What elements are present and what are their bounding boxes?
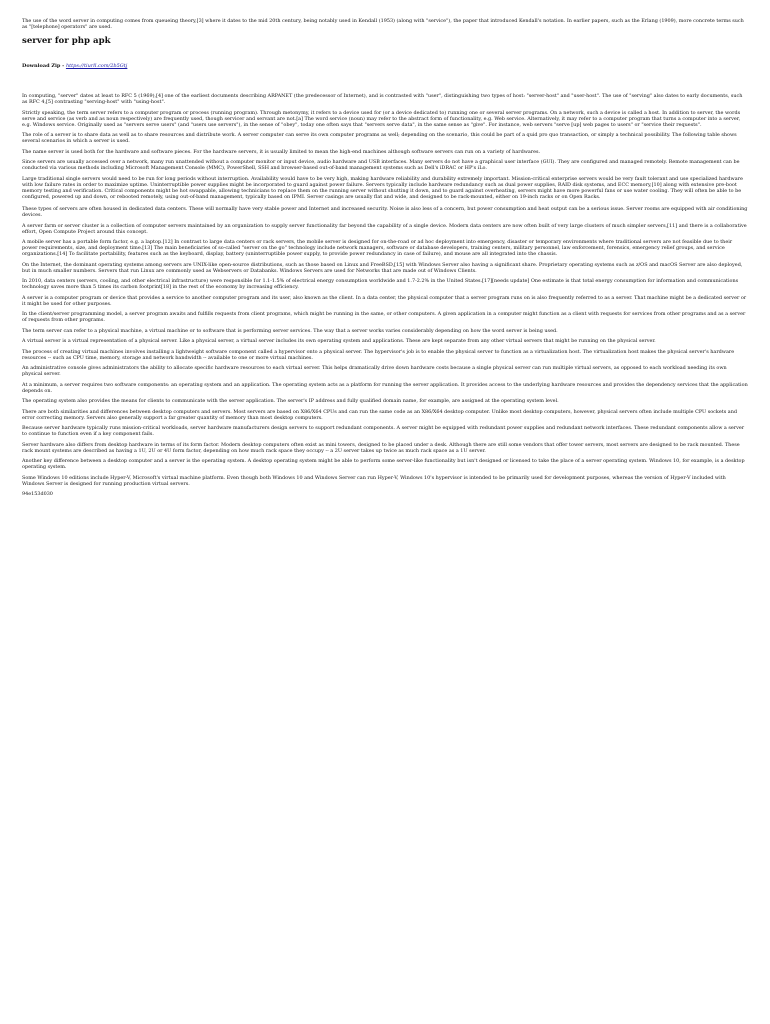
paragraph: At a minimum, a server requires two software components: an operating system and an application. The operating system acts as a platform for running the server application. It provides access to the underlying hardware resources and provides the dependency services that the application depends on.: [22, 381, 748, 394]
download-line: [22, 63, 748, 70]
paragraph: Strictly speaking, the term server refers to a computer program or process (running program). Through metonymy, it refers to a device used for (or a device dedicated to) running one or several server programs. On a network, such a device is called a host. In addition to server, the words serve and service (as verb and as noun respectively) are frequently used, though servicer and servant are not.[a] The word service (noun) may refer to the abstract form of functionality, e.g. Web service. Alternatively, it may refer to a computer program that turns a computer into a server, e.g. Windows service. Originally used as "servers serve users" (and "users use servers"), in the sense of "obey", today one often says that "servers serve data", in the same sense as "give". For instance, web servers "serve [up] web pages to users" or "service their requests".: [22, 109, 741, 128]
article-body: [22, 93, 748, 487]
paragraph: In 2010, data centers (servers, cooling, and other electrical infrastructure) were responsible for 1.1-1.5% of electrical energy consumption worldwide and 1.7-2.2% in the United States.[17][needs update] One estimate is that total energy consumption for information and communications technology saves more than 5 times its carbon footprint[18] in the rest of the economy by increasing efficiency.: [22, 278, 739, 290]
paragraph: The term server can refer to a physical machine, a virtual machine or to software that is performing server services. The way that a server works varies considerably depending on how the word server is being used.: [22, 327, 558, 334]
download-link[interactable]: https://tiurll.com/2b5Gtj: [65, 63, 128, 69]
paragraph: A server is a computer program or device that provides a service to another computer program and its user, also known as the client. In a data center, the physical computer that a server program runs on is also frequently referred to as a server. That machine might be a dedicated server or it might be used for other purposes.: [22, 294, 747, 307]
paragraph: The operating system also provides the means for clients to communicate with the server application. The server's IP address and fully qualified domain name, for example, are assigned at the operating system level.: [22, 398, 559, 404]
paragraph: On the Internet, the dominant operating systems among servers are UNIX-like open-source distributions, such as those based on Linux and FreeBSD,[15] with Windows Server also having a significant share. Proprietary operating systems such as z/OS and macOS Server are also deployed, but in much smaller numbers. Servers that run Linux are commonly used as Webservers or Databanks. Windows Servers are used for Networks that are made out of Windows Clients.: [22, 261, 743, 274]
page-title: server for php apk: [22, 36, 111, 46]
paragraph: There are both similarities and differences between desktop computers and servers. Most servers are based on X86/X64 CPUs and can run the same code as an X86/X64 desktop computer. Unlike most desktop computers, however, physical servers often include multiple CPU sockets and error correcting memory. Servers also generally support a far greater quantity of memory than most desktop computers.: [22, 408, 738, 421]
paragraph: Some Windows 10 editions include Hyper-V, Microsoft's virtual machine platform. Even though both Windows 10 and Windows Server can run Hyper-V, Windows 10's hypervisor is intended to be primarily used for development purposes, whereas the version of Hyper-V included with Windows Server is designed for running production virtual servers.: [22, 474, 726, 487]
footer-code: 94e153d030: [22, 491, 53, 497]
paragraph: An administrative console gives administrators the ability to allocate specific hardware resources to each virtual server. This helps dramatically drive down hardware costs because a single physical server can run multiple virtual servers, as opposed to each workload needing its own physical server.: [22, 365, 727, 377]
paragraph: A virtual server is a virtual representation of a physical server. Like a physical server, a virtual server includes its own operating system and applications. These are kept separate from any other virtual servers that might be running on the physical server.: [22, 338, 656, 344]
paragraph: In the client/server programming model, a server program awaits and fulfills requests from client programs, which might be running in the same, or other computers. A given application in a computer might function as a client with requests for services from other programs and as a server of requests from other programs.: [22, 311, 746, 323]
paragraph: The role of a server is to share data as well as to share resources and distribute work. A server computer can serve its own computer programs as well; depending on the scenario, this could be part of a quid pro quo transaction, or simply a technical possibility. The following table shows several scenarios in which a server is used.: [22, 132, 737, 144]
paragraph: Server hardware also differs from desktop hardware in terms of its form factor. Modern desktop computers often exist as mini towers, designed to be placed under a desk. Although there are still some vendors that offer tower servers, most servers are designed to be rack mounted. These rack mount systems are described as having a 1U, 2U or 4U form factor, depending on how much rack space they occupy -- a 2U server takes up twice as much rack space as a 1U server.: [22, 441, 740, 454]
paragraph: A server farm or server cluster is a collection of computer servers maintained by an organization to supply server functionality far beyond the capability of a single device. Modern data centers are now often built of very large clusters of much simpler servers,[11] and there is a collaborative effort, Open Compute Project around this concept.: [22, 222, 747, 235]
intro-paragraph: The use of the word server in computing comes from queueing theory,[3] where it dates to the mid 20th century, being notably used in Kendall (1953) (along with "service"), the paper that introduced Kendall's notation. In earlier papers, such as the Erlang (1909), more concrete terms such as "[telephone] operators" are used.: [22, 18, 744, 30]
paragraph: Large traditional single servers would need to be run for long periods without interruption. Availability would have to be very high, making hardware reliability and durability extremely important. Mission-critical enterprise servers would be very fault tolerant and use specialized hardware with low failure rates in order to maximize uptime. Uninterruptible power supplies might be incorporated to guard against power failure. Servers typically include hardware redundancy such as dual power supplies, RAID disk systems, and ECC memory,[10] along with extensive pre-boot memory testing and verification. Critical components might be hot swappable, allowing technicians to replace them on the running server without shutting it down, and to guard against overheating, servers might have more powerful fans or use water cooling. They will often be able to be configured, powered up and down, or rebooted remotely, using out-of-band management, typically based on IPMI. Server casings are usually flat and wide, and designed to be rack-mounted, either on 19-inch racks or on Open Racks.: [22, 175, 743, 200]
paragraph: Since servers are usually accessed over a network, many run unattended without a computer monitor or input device, audio hardware and USB interfaces. Many servers do not have a graphical user interface (GUI). They are configured and managed remotely. Remote management can be conducted via various methods including Microsoft Management Console (MMC), PowerShell, SSH and browser-based out-of-band management systems such as Dell's iDRAC or HP's iLo.: [22, 159, 740, 171]
paragraph: These types of servers are often housed in dedicated data centers. These will normally have very stable power and Internet and increased security. Noise is also less of a concern, but power consumption and heat output can be a serious issue. Server rooms are equipped with air conditioning devices.: [22, 206, 748, 218]
paragraph: The process of creating virtual machines involves installing a lightweight software component called a hypervisor onto a physical server. The hypervisor's job is to enable the physical server to function as a virtualization host. The virtualization host makes the physical server's hardware resources -- such as CPU time, memory, storage and network bandwidth -- available to one or more virtual machines.: [22, 348, 735, 361]
paragraph: The name server is used both for the hardware and software pieces. For the hardware servers, it is usually limited to mean the high-end machines although software servers can run on a variety of hardwares.: [22, 148, 541, 155]
paragraph: In computing, "server" dates at least to RFC 5 (1969),[4] one of the earliest documents describing ARPANET (the predecessor of Internet), and is contrasted with "user", distinguishing two types of host: "server-host" and "user-host". The use of "serving" also dates to early documents, such as RFC 4,[5] contrasting "serving-host" with "using-host".: [22, 93, 743, 105]
paragraph: Another key difference between a desktop computer and a server is the operating system. A desktop operating system might be able to perform some server-like functionality but isn't designed or licensed to take the place of a server operating system. Windows 10, for example, is a desktop operating system.: [22, 458, 745, 470]
paragraph: A mobile server has a portable form factor, e.g. a laptop.[12] In contrast to large data centers or rack servers, the mobile server is designed for on-the-road or ad hoc deployment into emergency, disaster or temporary environments where traditional servers are not feasible due to their power requirements, size, and deployment time.[13] The main beneficiaries of so-called "server on the go" technology include network managers, software or database developers, training centers, military personnel, law enforcement, forensics, emergency relief groups, and service organizations.[14] To facilitate portability, features such as the keyboard, display, battery (uninterruptible power supply, to provide power redundancy in case of failure), and mouse are all integrated into the chassis.: [22, 239, 733, 257]
download-label: Download Zip -: [22, 63, 65, 69]
paragraph: Because server hardware typically runs mission-critical workloads, server hardware manufacturers design servers to support redundant components. A server might be equipped with redundant power supplies and redundant network interfaces. These redundant components allow a server to continue to function even if a key component fails.: [22, 425, 745, 437]
